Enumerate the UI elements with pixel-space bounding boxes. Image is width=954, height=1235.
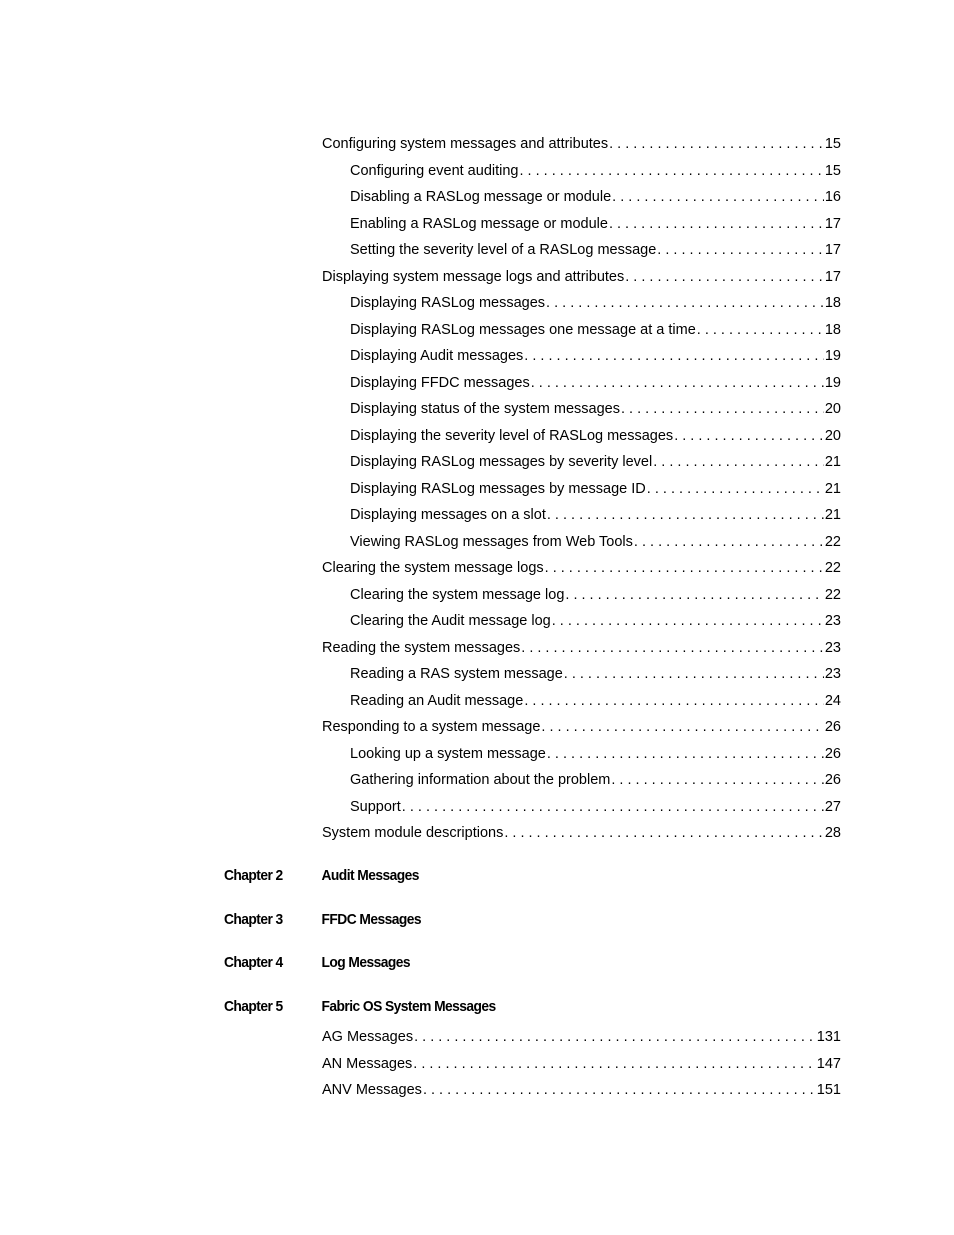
dot-leader — [621, 399, 824, 419]
chapter-title: Audit Messages — [321, 867, 419, 884]
toc-entry[interactable] — [322, 823, 841, 843]
toc-entry-page: 19 — [824, 348, 841, 364]
toc-entry[interactable] — [322, 267, 841, 287]
toc-entry-page: 21 — [824, 454, 841, 470]
toc-entry-page: 21 — [824, 507, 841, 523]
toc-entry[interactable] — [350, 320, 841, 340]
toc-entry-title: Displaying FFDC messages — [350, 375, 530, 391]
dot-leader — [564, 664, 824, 684]
toc-entry[interactable] — [350, 214, 841, 234]
dot-leader — [519, 161, 823, 181]
dot-leader — [609, 134, 824, 154]
toc-entry-title: Clearing the Audit message log — [350, 613, 551, 629]
toc-entry-page: 20 — [824, 401, 841, 417]
toc-entry-title: AG Messages — [322, 1029, 414, 1045]
toc-entry-page: 131 — [816, 1029, 841, 1045]
toc-entry[interactable] — [350, 532, 841, 552]
toc-entry[interactable] — [350, 691, 841, 711]
dot-leader — [611, 770, 824, 790]
toc-entry[interactable] — [350, 373, 841, 393]
dot-leader — [609, 214, 824, 234]
toc-entry-title: Displaying RASLog messages — [350, 295, 546, 311]
toc-entry-page: 147 — [816, 1056, 841, 1072]
toc-entry-page: 21 — [824, 481, 841, 497]
dot-leader — [653, 452, 824, 472]
toc-entry-page: 20 — [824, 428, 841, 444]
toc-entry[interactable] — [350, 585, 841, 605]
toc-entry-title: Displaying system message logs and attributes — [322, 269, 625, 285]
dot-leader — [413, 1054, 816, 1074]
dot-leader — [541, 717, 823, 737]
toc-entry-title: Displaying the severity level of RASLog messages — [350, 428, 674, 444]
toc-entry[interactable] — [350, 187, 841, 207]
dot-leader — [547, 744, 824, 764]
toc-entry-title: Configuring system messages and attributes — [322, 136, 609, 152]
chapter-title: FFDC Messages — [321, 911, 421, 928]
toc-entry-title: Clearing the system message logs — [322, 560, 544, 576]
toc-entry-title: Configuring event auditing — [350, 163, 519, 179]
dot-leader — [504, 823, 824, 843]
toc-entry[interactable] — [322, 1027, 841, 1047]
toc-entry-page: 18 — [824, 322, 841, 338]
toc-entry-page: 15 — [824, 163, 841, 179]
toc-entry-page: 27 — [824, 799, 841, 815]
toc-entry-page: 19 — [824, 375, 841, 391]
toc-entry-title: System module descriptions — [322, 825, 504, 841]
dot-leader — [414, 1027, 816, 1047]
dot-leader — [545, 558, 824, 578]
dot-leader — [531, 373, 824, 393]
toc-entry[interactable] — [322, 1080, 841, 1100]
dot-leader — [697, 320, 824, 340]
toc-entry-title: Displaying messages on a slot — [350, 507, 546, 523]
dot-leader — [565, 585, 823, 605]
toc-entry-title: Reading the system messages — [322, 640, 521, 656]
toc-entry[interactable] — [350, 797, 841, 817]
toc-entry-page: 16 — [824, 189, 841, 205]
toc-entry[interactable] — [350, 346, 841, 366]
toc-entry[interactable] — [350, 452, 841, 472]
chapter-title: Log Messages — [321, 954, 410, 971]
toc-entry-title: Displaying RASLog messages by severity level — [350, 454, 653, 470]
toc-entry-title: Looking up a system message — [350, 746, 546, 762]
toc-entry-title: Enabling a RASLog message or module — [350, 216, 608, 232]
toc-entry-page: 26 — [824, 772, 841, 788]
toc-entry[interactable] — [350, 505, 841, 525]
toc-entry-page: 17 — [824, 269, 841, 285]
toc-entry-page: 23 — [824, 613, 841, 629]
dot-leader — [625, 267, 824, 287]
dot-leader — [552, 611, 824, 631]
dot-leader — [674, 426, 824, 446]
toc-entry[interactable] — [350, 744, 841, 764]
toc-entry-title: Clearing the system message log — [350, 587, 565, 603]
toc-entry-title: Reading a RAS system message — [350, 666, 563, 682]
dot-leader — [657, 240, 824, 260]
toc-entry-title: Viewing RASLog messages from Web Tools — [350, 534, 633, 550]
toc-entry-title: Disabling a RASLog message or module — [350, 189, 612, 205]
toc-entry-page: 23 — [824, 640, 841, 656]
chapter-title: Fabric OS System Messages — [321, 998, 496, 1015]
toc-entry-page: 26 — [824, 719, 841, 735]
toc-entry[interactable] — [322, 558, 841, 578]
toc-entry[interactable] — [350, 770, 841, 790]
toc-entry-title: Displaying Audit messages — [350, 348, 524, 364]
toc-entry[interactable] — [322, 1054, 841, 1074]
toc-entry[interactable] — [350, 399, 841, 419]
chapter-number: Chapter 5 — [224, 998, 283, 1015]
toc-entry-page: 151 — [816, 1082, 841, 1098]
dot-leader — [647, 479, 824, 499]
toc-entry-title: Responding to a system message — [322, 719, 541, 735]
dot-leader — [546, 293, 824, 313]
dot-leader — [521, 638, 824, 658]
toc-entry-page: 28 — [824, 825, 841, 841]
toc-entry-title: AN Messages — [322, 1056, 413, 1072]
toc-entry-title: Displaying status of the system messages — [350, 401, 620, 417]
toc-entry[interactable] — [322, 134, 841, 154]
toc-entry-title: Displaying RASLog messages one message at a time — [350, 322, 696, 338]
chapter-number: Chapter 2 — [224, 867, 283, 884]
dot-leader — [547, 505, 824, 525]
toc-entry-page: 22 — [824, 587, 841, 603]
dot-leader — [524, 691, 824, 711]
toc-entry[interactable] — [350, 426, 841, 446]
toc-entry[interactable] — [322, 717, 841, 737]
toc-entry-page: 17 — [824, 216, 841, 232]
toc-entry[interactable] — [350, 664, 841, 684]
toc-entry[interactable] — [322, 638, 841, 658]
toc-entry-title: Setting the severity level of a RASLog message — [350, 242, 657, 258]
toc-entry-title: Displaying RASLog messages by message ID — [350, 481, 646, 497]
toc-entry-title: Support — [350, 799, 401, 815]
chapter-number: Chapter 4 — [224, 954, 283, 971]
toc-entry-page: 22 — [824, 560, 841, 576]
dot-leader — [634, 532, 824, 552]
toc-entry-page: 23 — [824, 666, 841, 682]
toc-entry-title: Reading an Audit message — [350, 693, 524, 709]
toc-entry-page: 22 — [824, 534, 841, 550]
dot-leader — [423, 1080, 816, 1100]
toc-entry-page: 17 — [824, 242, 841, 258]
toc-entry[interactable] — [350, 293, 841, 313]
toc-entry-title: Gathering information about the problem — [350, 772, 611, 788]
toc-entry[interactable] — [350, 240, 841, 260]
toc-entry-page: 24 — [824, 693, 841, 709]
toc-entry-page: 26 — [824, 746, 841, 762]
toc-entry[interactable] — [350, 611, 841, 631]
dot-leader — [612, 187, 824, 207]
toc-entry-page: 15 — [824, 136, 841, 152]
toc-entry-title: ANV Messages — [322, 1082, 422, 1098]
dot-leader — [524, 346, 824, 366]
toc-entry-page: 18 — [824, 295, 841, 311]
toc-entry[interactable] — [350, 161, 841, 181]
dot-leader — [402, 797, 824, 817]
toc-entry[interactable] — [350, 479, 841, 499]
chapter-number: Chapter 3 — [224, 911, 283, 928]
